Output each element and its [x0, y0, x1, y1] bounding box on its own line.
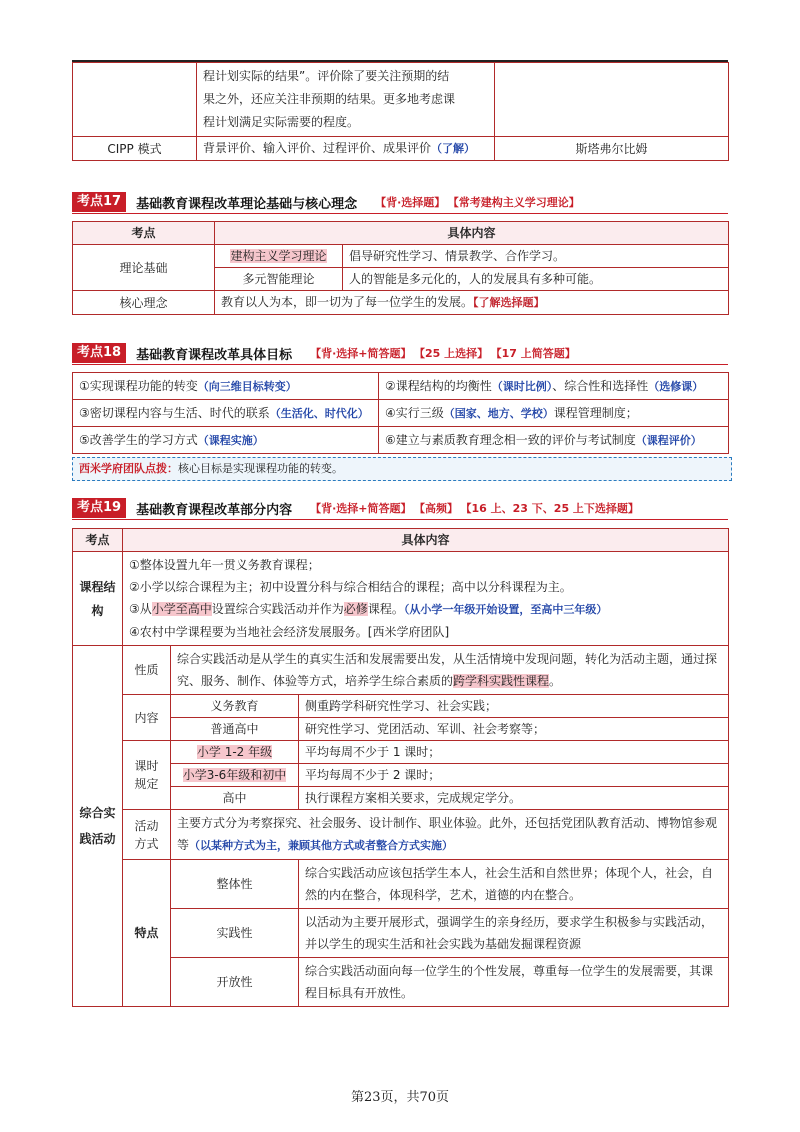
structure-line: ②小学以综合课程为主；初中设置分科与综合相结合的课程；高中以分科课程为主。 [129, 580, 572, 594]
feature-label: 特点 [123, 860, 171, 1007]
hours-desc: 平均每周不少于 1 课时； [299, 741, 729, 764]
section-badge: 考点17 [72, 192, 126, 212]
tag: 【背·选择题】 [375, 196, 446, 209]
feature-name: 实践性 [171, 909, 299, 958]
line-text: ③从 [129, 602, 152, 616]
structure-line [129, 598, 722, 621]
section-17-table [72, 221, 729, 315]
goal-tag: （课时比例） [491, 379, 553, 393]
goal-text: ②课程结构的均衡性 [385, 378, 492, 393]
content-name: 普通高中 [171, 718, 299, 741]
tag: 【背·选择+简答题】 [310, 502, 412, 515]
desc-line: 程计划实际的结果”。评价除了要关注预期的结 [203, 69, 450, 83]
empty-cell [495, 63, 729, 137]
tag: 【17 上简答题】 [496, 347, 576, 360]
feature-name: 整体性 [171, 860, 299, 909]
structure-line: ④农村中学课程要为当地社会经济发展服务。[西米学府团队] [129, 625, 450, 639]
goal-tag: （选修课） [648, 379, 704, 393]
col-header: 具体内容 [123, 529, 729, 552]
practice-label: 综合实践活动 [73, 646, 123, 1007]
tag: 【高频】 [419, 502, 459, 515]
goal-text: 课程管理制度； [553, 405, 638, 420]
hours-grade [171, 764, 299, 787]
goal-tag: （生活化、时代化） [269, 406, 369, 420]
hours-desc: 平均每周不少于 2 课时； [299, 764, 729, 787]
hours-grade [171, 741, 299, 764]
section-rule [72, 213, 728, 214]
highlight: 小学3-6年级和初中 [182, 768, 287, 782]
line-text: 设置综合实践活动并作为 [211, 602, 344, 616]
highlight: 建构主义学习理论 [230, 249, 327, 263]
theory-name: 多元智能理论 [215, 268, 343, 291]
model-name: CIPP 模式 [73, 137, 197, 161]
content-name: 义务教育 [171, 695, 299, 718]
core-text: 教育以人为本，即一切为了每一位学生的发展。 [221, 295, 474, 309]
section-badge: 考点18 [72, 343, 126, 363]
goal-text: ③密切课程内容与生活、时代的联系 [79, 405, 270, 420]
goal-cell [73, 373, 379, 400]
goal-cell [379, 373, 729, 400]
goal-text: ⑤改善学生的学习方式 [79, 432, 198, 447]
nature-label: 性质 [123, 646, 171, 695]
section-18-table [72, 372, 729, 454]
content-tag: （了解） [431, 142, 476, 155]
desc-line: 程计划满足实际需要的程度。 [203, 115, 360, 129]
theory-desc: 倡导研究性学习、情景教学、合作学习。 [343, 245, 729, 268]
feature-desc: 综合实践活动应该包括学生本人，社会生活和自然世界；体现个人，社会，自然的内在整合，体现科学，艺术，道德的内在整合。 [299, 860, 729, 909]
section-title: 基础教育课程改革理论基础与核心理念 [136, 196, 358, 212]
col-header: 具体内容 [215, 222, 729, 245]
tag: 【16 上、23 下、25 上下选择题】 [466, 502, 639, 515]
highlight: 跨学科实践性课程 [453, 674, 550, 688]
feature-desc: 综合实践活动面向每一位学生的个性发展，尊重每一位学生的发展需要，其课程目标具有开放性。 [299, 958, 729, 1007]
method-tag: （以某种方式为主，兼顾其他方式或者整合方式实施） [189, 839, 454, 852]
section-tags [310, 500, 647, 516]
core-label: 核心理念 [73, 291, 215, 315]
page-number: 第23页，共70页 [350, 1090, 450, 1105]
goal-cell [379, 400, 729, 427]
nature-text: 。 [549, 674, 562, 688]
hours-grade: 高中 [171, 787, 299, 810]
section-rule [72, 519, 728, 520]
method-label: 活动方式 [123, 810, 171, 860]
highlight: 小学至高中 [151, 602, 212, 616]
content-text: 背景评价、输入评价、过程评价、成果评价 [203, 141, 432, 155]
theory-desc: 人的智能是多元化的，人的发展具有多种可能。 [343, 268, 729, 291]
goal-text: ①实现课程功能的转变 [79, 378, 198, 393]
theory-name [215, 245, 343, 268]
structure-content [123, 552, 729, 646]
feature-desc: 以活动为主要开展形式，强调学生的亲身经历，要求学生积极参与实践活动，并以学生的现实生活和社会实践为基础发掘课程资源 [299, 909, 729, 958]
goal-tag: （课程评价） [635, 433, 702, 447]
section-17-header [72, 192, 588, 212]
tip-label: 西米学府团队点拨： [79, 462, 178, 475]
line-tag: （从小学一年级开始设置，至高中三年级） [403, 603, 608, 616]
highlight: 小学 1-2 年级 [196, 745, 273, 759]
goal-tag: （国家、地方、学校） [443, 406, 554, 420]
theory-label: 理论基础 [73, 245, 215, 291]
model-person: 斯塔弗尔比姆 [495, 137, 729, 161]
nature-text: 综合实践活动是从学生的真实生活和发展需要出发，从生活情境中发现问题，转化为活动主题，通过探究、服务、制作、体验等方式，培养学生综合素质的 [177, 652, 718, 688]
col-header: 考点 [73, 529, 123, 552]
section-19-table [72, 528, 729, 1007]
evaluation-table [72, 62, 729, 161]
core-desc [215, 291, 729, 315]
section-19-header [72, 498, 647, 518]
highlight: 必修 [343, 602, 368, 616]
section-tags [375, 194, 588, 210]
goal-tag: （向三维目标转变） [197, 379, 297, 393]
empty-cell [73, 63, 197, 137]
goal-cell [73, 427, 379, 454]
goal-text: ⑥建立与素质教育理念相一致的评价与考试制度 [385, 432, 636, 447]
tag: 【背·选择+简答题】 [310, 347, 412, 360]
tip-text: 核心目标是实现课程功能的转变。 [178, 462, 343, 475]
section-title: 基础教育课程改革部分内容 [136, 502, 293, 518]
tag: 【25 上选择】 [419, 347, 489, 360]
section-tags [310, 345, 584, 361]
desc-line: 果之外，还应关注非预期的结果。更多地考虑课 [203, 92, 456, 106]
core-tag: 【了解选择题】 [473, 296, 545, 309]
method-text: 主要方式分为考察探究、社会服务、设计制作、职业体验。此外，还包括党团队教育活动、博物馆参观等 [177, 816, 718, 852]
method-desc [171, 810, 729, 860]
section-rule [72, 364, 728, 365]
model-description [197, 63, 495, 137]
content-desc: 侧重跨学科研究性学习、社会实践； [299, 695, 729, 718]
hours-label: 课时规定 [123, 741, 171, 810]
goal-text: 、综合性和选择性 [552, 378, 649, 393]
line-text: 课程。 [367, 602, 404, 616]
structure-label: 课程结构 [73, 552, 123, 646]
model-content [197, 137, 495, 161]
content-desc: 研究性学习、党团活动、军训、社会考察等； [299, 718, 729, 741]
structure-line: ①整体设置九年一贯义务教育课程； [129, 558, 320, 572]
goal-tag: （课程实施） [197, 433, 264, 447]
col-header: 考点 [73, 222, 215, 245]
goal-cell [379, 427, 729, 454]
hours-desc: 执行课程方案相关要求，完成规定学分。 [299, 787, 729, 810]
goal-text: ④实行三级 [385, 405, 444, 420]
feature-name: 开放性 [171, 958, 299, 1007]
goal-cell [73, 400, 379, 427]
section-badge: 考点19 [72, 498, 126, 518]
tip-box [72, 457, 732, 481]
section-18-header [72, 343, 584, 363]
nature-desc [171, 646, 729, 695]
tag: 【常考建构主义学习理论】 [453, 196, 580, 209]
section-title: 基础教育课程改革具体目标 [136, 347, 293, 363]
content-label: 内容 [123, 695, 171, 741]
